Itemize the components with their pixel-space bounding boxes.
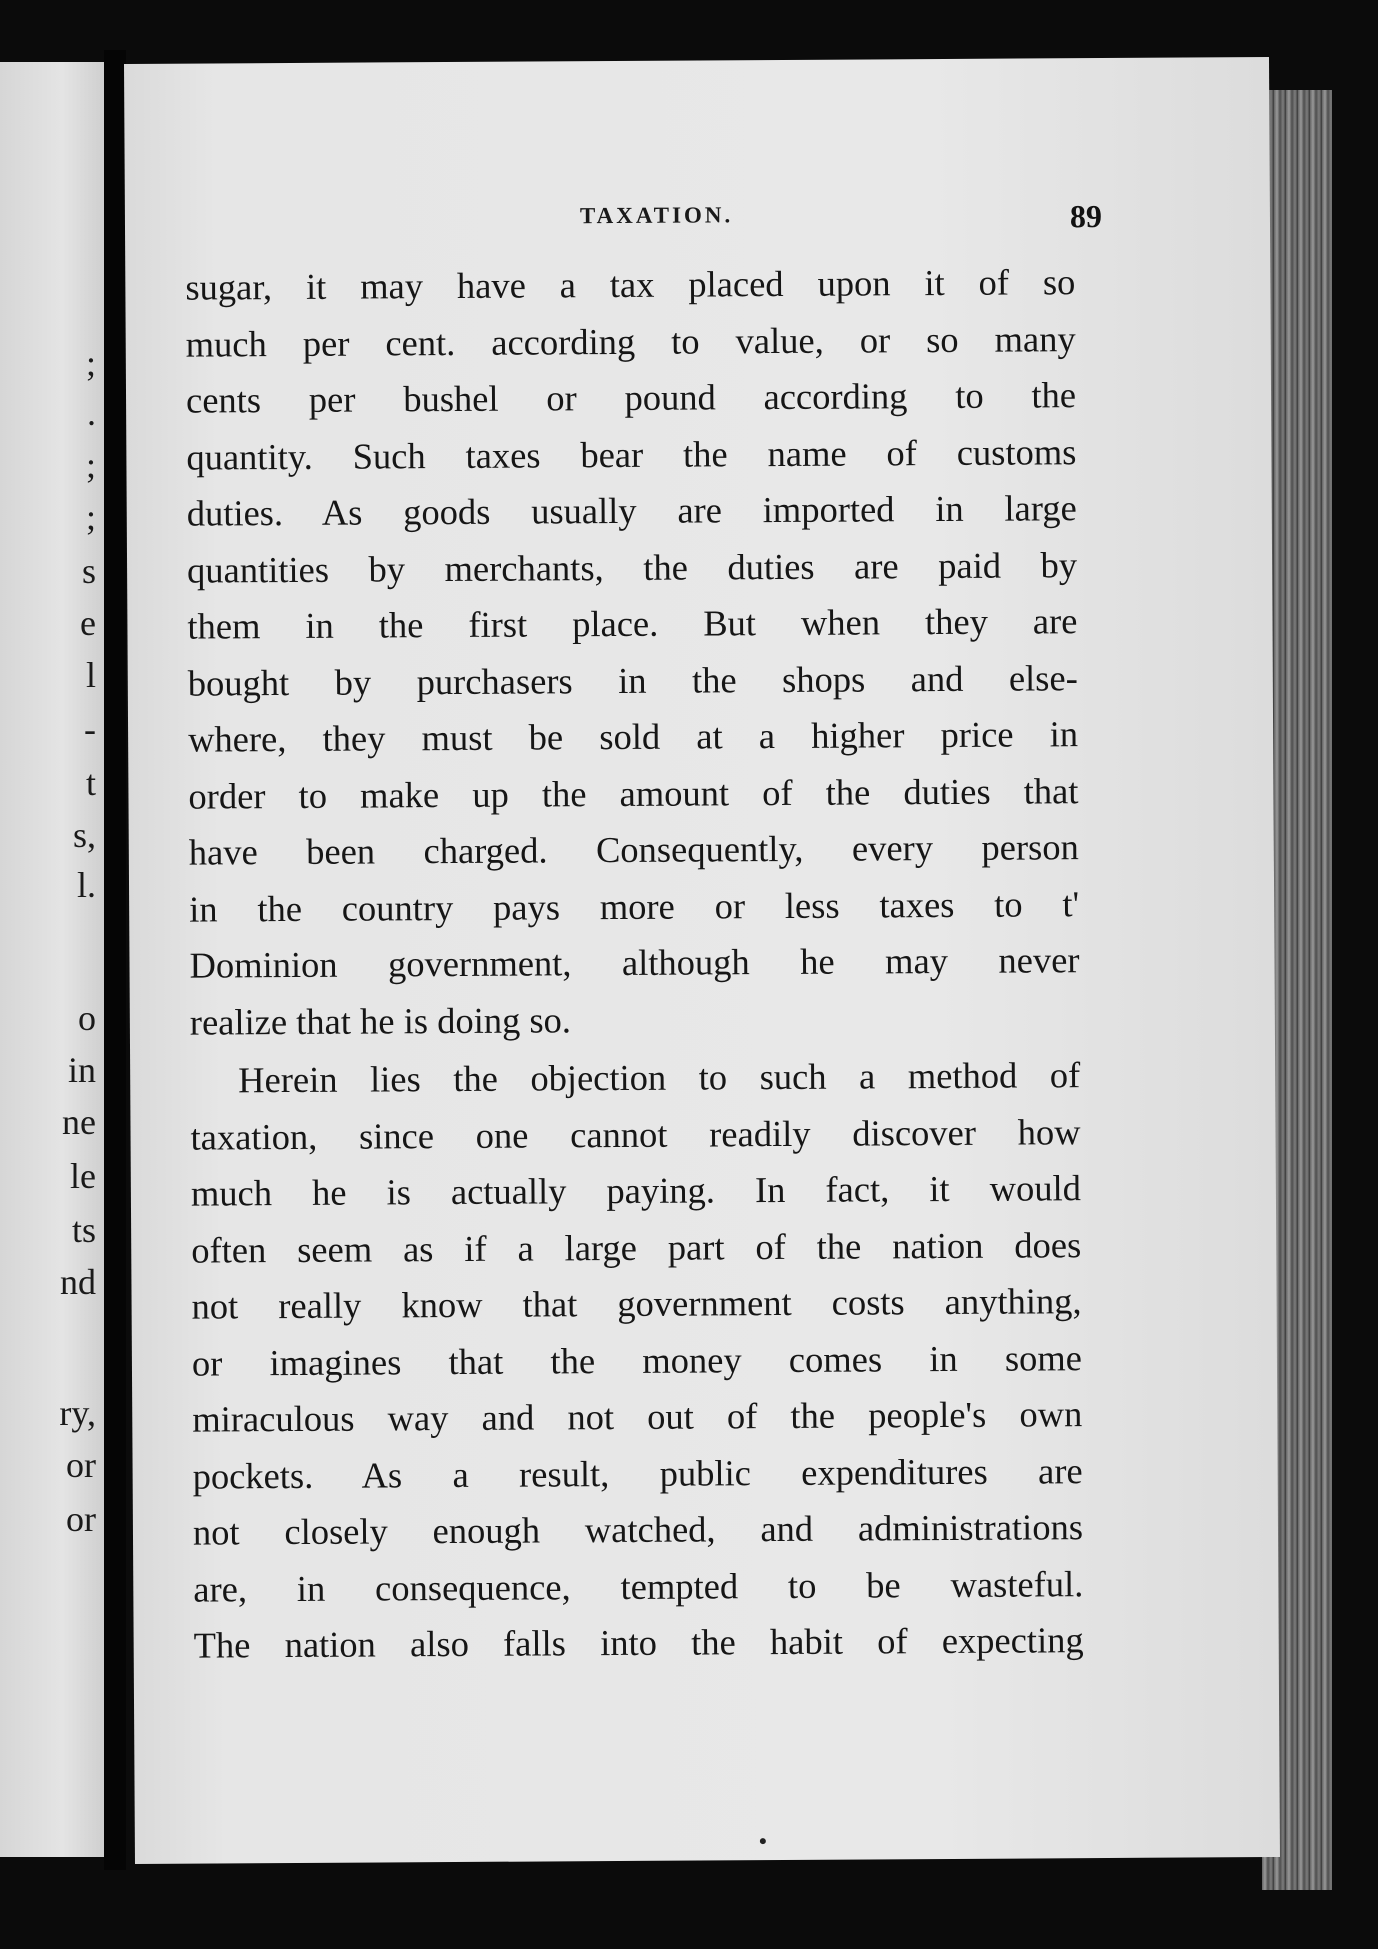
text-line: bought by purchasers in the shops and else- — [187, 656, 1078, 704]
text-line: much per cent. according to value, or so many — [185, 317, 1076, 365]
prev-page-fragment: e — [80, 603, 96, 643]
page-number: 89 — [1069, 198, 1103, 235]
prev-page-fragment: t — [85, 763, 96, 803]
text-line: miraculous way and not out of the people's own — [192, 1393, 1083, 1440]
prev-page-fragment: ry, — [59, 1393, 96, 1433]
prev-page-fragment: . — [87, 393, 96, 433]
text-line: pockets. As a result, public expenditures are — [192, 1449, 1083, 1497]
prev-page-fragment: or — [66, 1499, 96, 1539]
text-line: quantity. Such taxes bear the name of customs — [186, 430, 1077, 478]
text-line: much he is actually paying. In fact, it would — [190, 1167, 1082, 1214]
paragraph — [190, 1047, 1084, 1674]
ink-speck — [760, 1838, 766, 1844]
prev-page-fragment: ; — [85, 497, 96, 537]
body-text — [185, 254, 1084, 1674]
text-line: in the country pays more or less taxes to t' — [189, 882, 1080, 930]
text-line: or imagines that the money comes in some — [191, 1336, 1083, 1384]
text-line: them in the first place. But when they are — [187, 600, 1078, 647]
text-line: not really know that government costs anything, — [191, 1280, 1082, 1327]
text-line: have been charged. Consequently, every person — [188, 826, 1079, 873]
text-line: quantities by merchants, the duties are paid by — [186, 543, 1078, 591]
prev-page-fragment: l — [85, 655, 96, 695]
prev-page-fragment: ; — [85, 343, 96, 383]
prev-page-fragment: nd — [60, 1262, 96, 1302]
book-gutter — [104, 50, 126, 1870]
text-line: Herein lies the objection to such a method of — [238, 1054, 1081, 1101]
text-line: taxation, since one cannot readily discover how — [190, 1110, 1081, 1158]
prev-page-fragment: s, — [72, 815, 96, 855]
prev-page-fragment: s — [81, 551, 96, 591]
prev-page-fragment: l. — [76, 865, 96, 905]
text-line: sugar, it may have a tax placed upon it of so — [185, 261, 1076, 308]
running-head: TAXATION. — [579, 202, 734, 229]
prev-page-fragment: - — [84, 709, 96, 749]
previous-page-edge — [0, 62, 104, 1857]
text-line: often seem as if a large part of the nation does — [191, 1223, 1082, 1271]
prev-page-fragment: o — [78, 998, 96, 1038]
text-line: Dominion government, although he may never — [189, 939, 1080, 986]
prev-page-fragment: le — [70, 1156, 96, 1196]
text-line: duties. As goods usually are imported in large — [186, 487, 1077, 534]
prev-page-fragment: in — [67, 1050, 96, 1090]
text-line: are, in consequence, tempted to be wasteful. — [193, 1562, 1084, 1610]
text-line: not closely enough watched, and administrations — [192, 1506, 1084, 1553]
text-line: where, they must be sold at a higher price in — [188, 713, 1079, 760]
text-line: order to make up the amount of the duties that — [188, 769, 1079, 817]
paragraph — [185, 254, 1080, 1050]
text-line: cents per bushel or pound according to the — [185, 374, 1077, 421]
prev-page-fragment: ; — [85, 445, 96, 485]
book-page — [124, 57, 1280, 1864]
text-line: realize that he is doing so. — [189, 998, 572, 1043]
prev-page-fragment: ne — [62, 1102, 96, 1142]
prev-page-fragment: or — [66, 1445, 96, 1485]
text-line: The nation also falls into the habit of expecting — [193, 1619, 1084, 1666]
prev-page-fragment: ts — [71, 1210, 96, 1250]
